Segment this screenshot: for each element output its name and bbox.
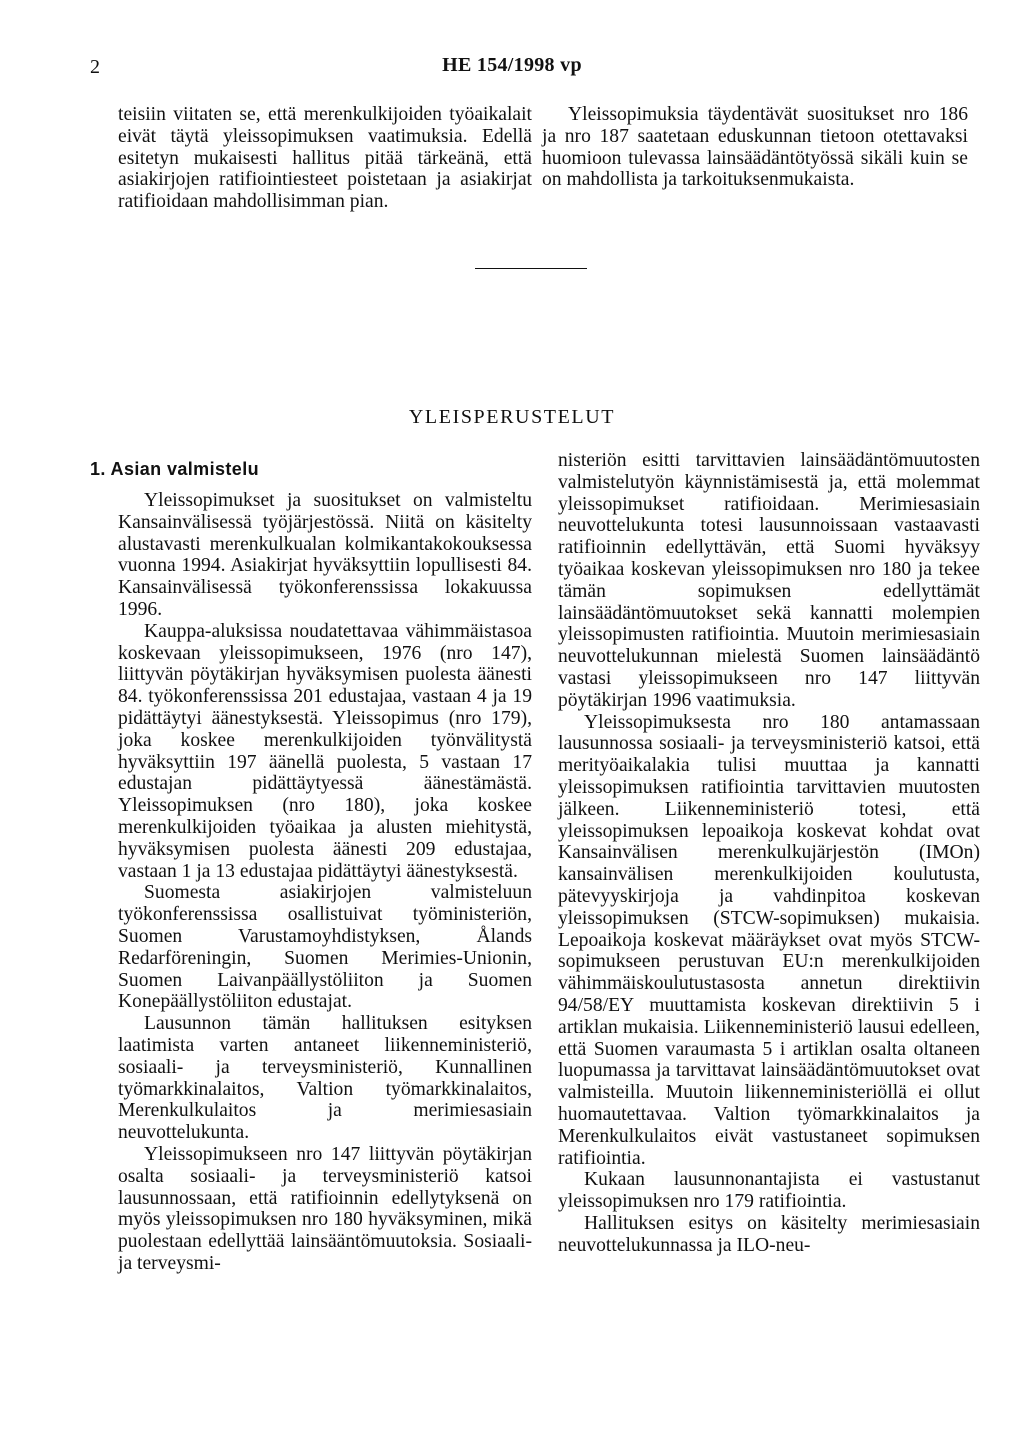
paragraph: Yleissopimuksia täydentävät suositukset nro 186 ja nro 187 saatetaan eduskunnan tietoon otettavaksi huomioon tulevassa lainsäädäntötyössä sikäli kuin se on mahdollista ja tarkoituksenmukaista. [542,104,968,191]
paragraph: Yleissopimukseen nro 147 liittyvän pöytäkirjan osalta sosiaali- ja terveysministeriö katsoi lausunnossaan, että ratifioinnin edellytyksenä on myös yleissopimuksen nro 180 hyväksyminen, mikä puolestaan edellyttää lainsääntömuutoksia. Sosiaali- ja terveysmi- [118,1143,532,1274]
paragraph: Suomesta asiakirjojen valmisteluun työkonferenssissa osallistuivat työministeriön, Suomen Varustamoyhdistyksen, Ålands Redarföreningin, Suomen Merimies-Unionin, Suomen Laivanpäällystöliiton ja Suomen Konepäällystöliiton edustajat. [118,882,532,1013]
subsection-heading: 1. Asian valmistelu [90,459,260,479]
paragraph: nisteriön esitti tarvittavien lainsäädäntömuutosten valmistelutyön käynnistämisestä ja, että molemmat yleissopimukset ratifioidaan. Merimiesasiain neuvottelukunta totesi lausunnoissaan vastaavasti ratifioinnin edellyttävän, että Suomi hyväksyy työaikaa koskevan yleissopimuksen nro 180 ja tekee tämän sopimuksen edellyttämät lainsäädäntömuutokset sekä kannatti molempien yleissopimusten ratifiointia. Muutoin merimiesasiain neuvottelukunnan mielestä Suomen lainsäädäntö vastasi yleissopimukseen nro 147 liittyvän pöytäkirjan 1996 vaatimuksia. [558,450,980,711]
body-column-right [558,450,980,1256]
intro-column-right [542,104,968,191]
paragraph: Kukaan lausunnonantajista ei vastustanut yleissopimuksen nro 179 ratifiointia. [558,1169,980,1213]
page-number: 2 [90,56,100,78]
paragraph: Yleissopimukset ja suositukset on valmisteltu Kansainvälisessä työjärjestössä. Niitä on käsitelty alustavasti merenkulkualan kolmikantakokouksessa vuonna 1994. Asiakirjat hyväksyttiin lopullisesti 84. Kansainvälisessä työkonferenssissa lokakuussa 1996. [118,490,532,620]
running-head-document-id: HE 154/1998 vp [442,54,582,76]
paragraph: Yleissopimuksesta nro 180 antamassaan lausunnossa sosiaali- ja terveysministeriö katsoi, että merityöaikalakia tulisi muuttaa ja kannatti yleissopimuksen ratifiointia tarvittavien muutosten jälkeen. Liikenneministeriö totesi, että yleissopimuksen lepoaikoja koskevat kohdat ovat Kansainvälisen merenkulkujärjestön (IMOn) kansainvälisen merenkulkijoiden koulutusta, pätevyyskirjoja ja vahdinpitoa koskevan yleissopimuksen (STCW-sopimuksen) mukaisia. Lepoaikoja koskevat määräykset ovat myös STCW-sopimukseen perustuvan EU:n merenkulkijoiden vähimmäiskoulutustasosta annetun direktiivin 94/58/EY muuttamista koskevan direktiivin 5 i artiklan mukaisia. Liikenneministeriö lausui edelleen, että Suomen varaumasta 5 i artiklan osalta oltaneen luopumassa ja tarvittavat lainsäädäntömuutokset ovat valmisteilla. Muutoin liikenneministeriöllä ei ollut huomautettavaa. Valtion työmarkkinalaitos ja Merenkulkulaitos eivät vastustaneet sopimuksen ratifiointia. [558,711,980,1169]
paragraph: Hallituksen esitys on käsitelty merimiesasiain neuvottelukunnassa ja ILO-neu- [558,1212,980,1256]
section-divider-rule [475,268,587,269]
section-heading: YLEISPERUSTELUT [408,406,616,428]
paragraph: teisiin viitaten se, että merenkulkijoiden työaikalait eivät täytä yleissopimuksen vaatimuksia. Edellä esitetyn mukaisesti hallitus pitää tärkeänä, että asiakirjojen ratifiointiesteet poistetaan ja asiakirjat ratifioidaan mahdollisimman pian. [118,104,532,213]
intro-column-left [118,104,532,213]
paragraph: Lausunnon tämän hallituksen esityksen laatimista varten antaneet liikenneministeriö, sosiaali- ja terveysministeriö, Kunnallinen työmarkkinalaitos, Valtion työmarkkinalaitos, Merenkulkulaitos ja merimiesasiain neuvottelukunta. [118,1013,532,1144]
paragraph: Kauppa-aluksissa noudatettavaa vähimmäistasoa koskevaan yleissopimukseen, 1976 (nro 147), liittyvän pöytäkirjan hyväksymisen puolesta äänesti 84. työkonferenssissa 201 edustajaa, vastaan 4 ja 19 pidättäytyi äänestyksestä. Yleissopimus (nro 179), joka koskee merenkulkijoiden työnvälitystä hyväksyttiin 197 äänellä puolesta, 5 vastaan 17 edustajan pidättäytyessä äänestämästä. Yleissopimuksen (nro 180), joka koskee merenkulkijoiden työaikaa ja alusten miehitystä, hyväksymisen puolesta äänesti 209 edustajaa, vastaan 1 ja 13 edustajaa pidättäytyi äänestyksestä. [118,620,532,882]
body-column-left [118,490,532,1275]
